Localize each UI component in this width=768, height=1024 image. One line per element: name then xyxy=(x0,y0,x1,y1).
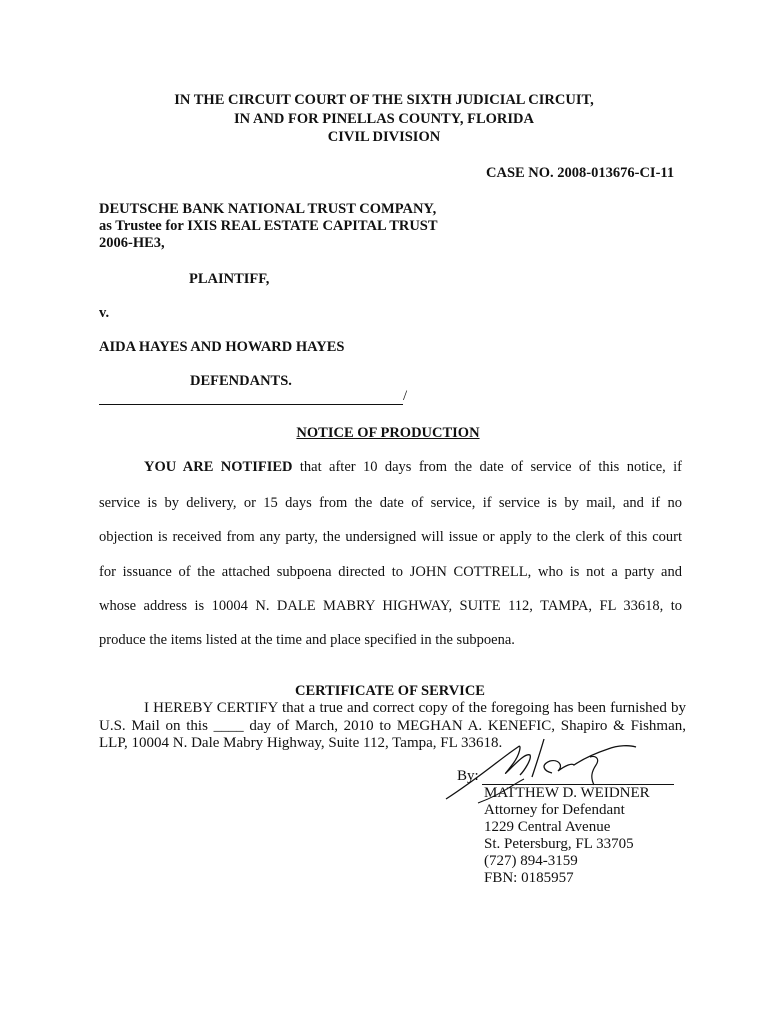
notice-paragraph-line-2: service is by delivery, or 15 days from the date of service, if service is by mail, and if no xyxy=(99,495,682,511)
certificate-title: CERTIFICATE OF SERVICE xyxy=(295,683,485,699)
notice-title: NOTICE OF PRODUCTION xyxy=(296,425,480,441)
plaintiff-name-line-1: DEUTSCHE BANK NATIONAL TRUST COMPANY, xyxy=(99,201,437,217)
court-caption-line-1: IN THE CIRCUIT COURT OF THE SIXTH JUDICIAL CIRCUIT, xyxy=(174,92,594,108)
certificate-line-3: LLP, 10004 N. Dale Mabry Highway, Suite 112, Tampa, FL 33618. xyxy=(99,735,503,751)
notice-paragraph-line-3: objection is received from any party, the undersigned will issue or apply to the clerk of this court xyxy=(99,529,682,545)
notice-paragraph-line-6: produce the items listed at the time and place specified in the subpoena. xyxy=(99,632,515,648)
attorney-title: Attorney for Defendant xyxy=(484,802,625,818)
court-caption-line-3: CIVIL DIVISION xyxy=(327,129,441,145)
notice-paragraph-line-1 xyxy=(99,459,682,476)
caption-divider-slash: / xyxy=(403,388,408,404)
attorney-fbn: FBN: 0185957 xyxy=(484,870,574,886)
signature-by-label: By: xyxy=(457,768,479,784)
plaintiff-role: PLAINTIFF, xyxy=(189,271,270,287)
attorney-address-line-1: 1229 Central Avenue xyxy=(484,819,611,835)
certificate-line-1: I HEREBY CERTIFY that a true and correct copy of the foregoing has been furnished by xyxy=(144,700,686,716)
defendants-role: DEFENDANTS. xyxy=(190,373,292,389)
notice-paragraph-line-4: for issuance of the attached subpoena directed to JOHN COTTRELL, who is not a party and xyxy=(99,564,682,580)
attorney-address-line-2: St. Petersburg, FL 33705 xyxy=(484,836,634,852)
case-number: CASE NO. 2008-013676-CI-11 xyxy=(486,165,675,181)
versus: v. xyxy=(99,305,110,321)
caption-divider-line xyxy=(99,404,403,405)
plaintiff-name-line-3: 2006-HE3, xyxy=(99,235,165,251)
notice-line-1-rest: that after 10 days from the date of service of this notice, if xyxy=(299,459,682,475)
defendant-names: AIDA HAYES AND HOWARD HAYES xyxy=(99,339,345,355)
plaintiff-name-line-2: as Trustee for IXIS REAL ESTATE CAPITAL TRUST xyxy=(99,218,438,234)
certificate-line-2: U.S. Mail on this ____ day of March, 2010 to MEGHAN A. KENEFIC, Shapiro & Fishman, xyxy=(99,718,686,734)
notice-paragraph-line-5: whose address is 10004 N. DALE MABRY HIGHWAY, SUITE 112, TAMPA, FL 33618, to xyxy=(99,598,682,614)
notice-lead: YOU ARE NOTIFIED xyxy=(144,459,293,475)
court-caption-line-2: IN AND FOR PINELLAS COUNTY, FLORIDA xyxy=(234,111,534,127)
attorney-name: MATTHEW D. WEIDNER xyxy=(484,785,650,801)
attorney-phone: (727) 894-3159 xyxy=(484,853,578,869)
